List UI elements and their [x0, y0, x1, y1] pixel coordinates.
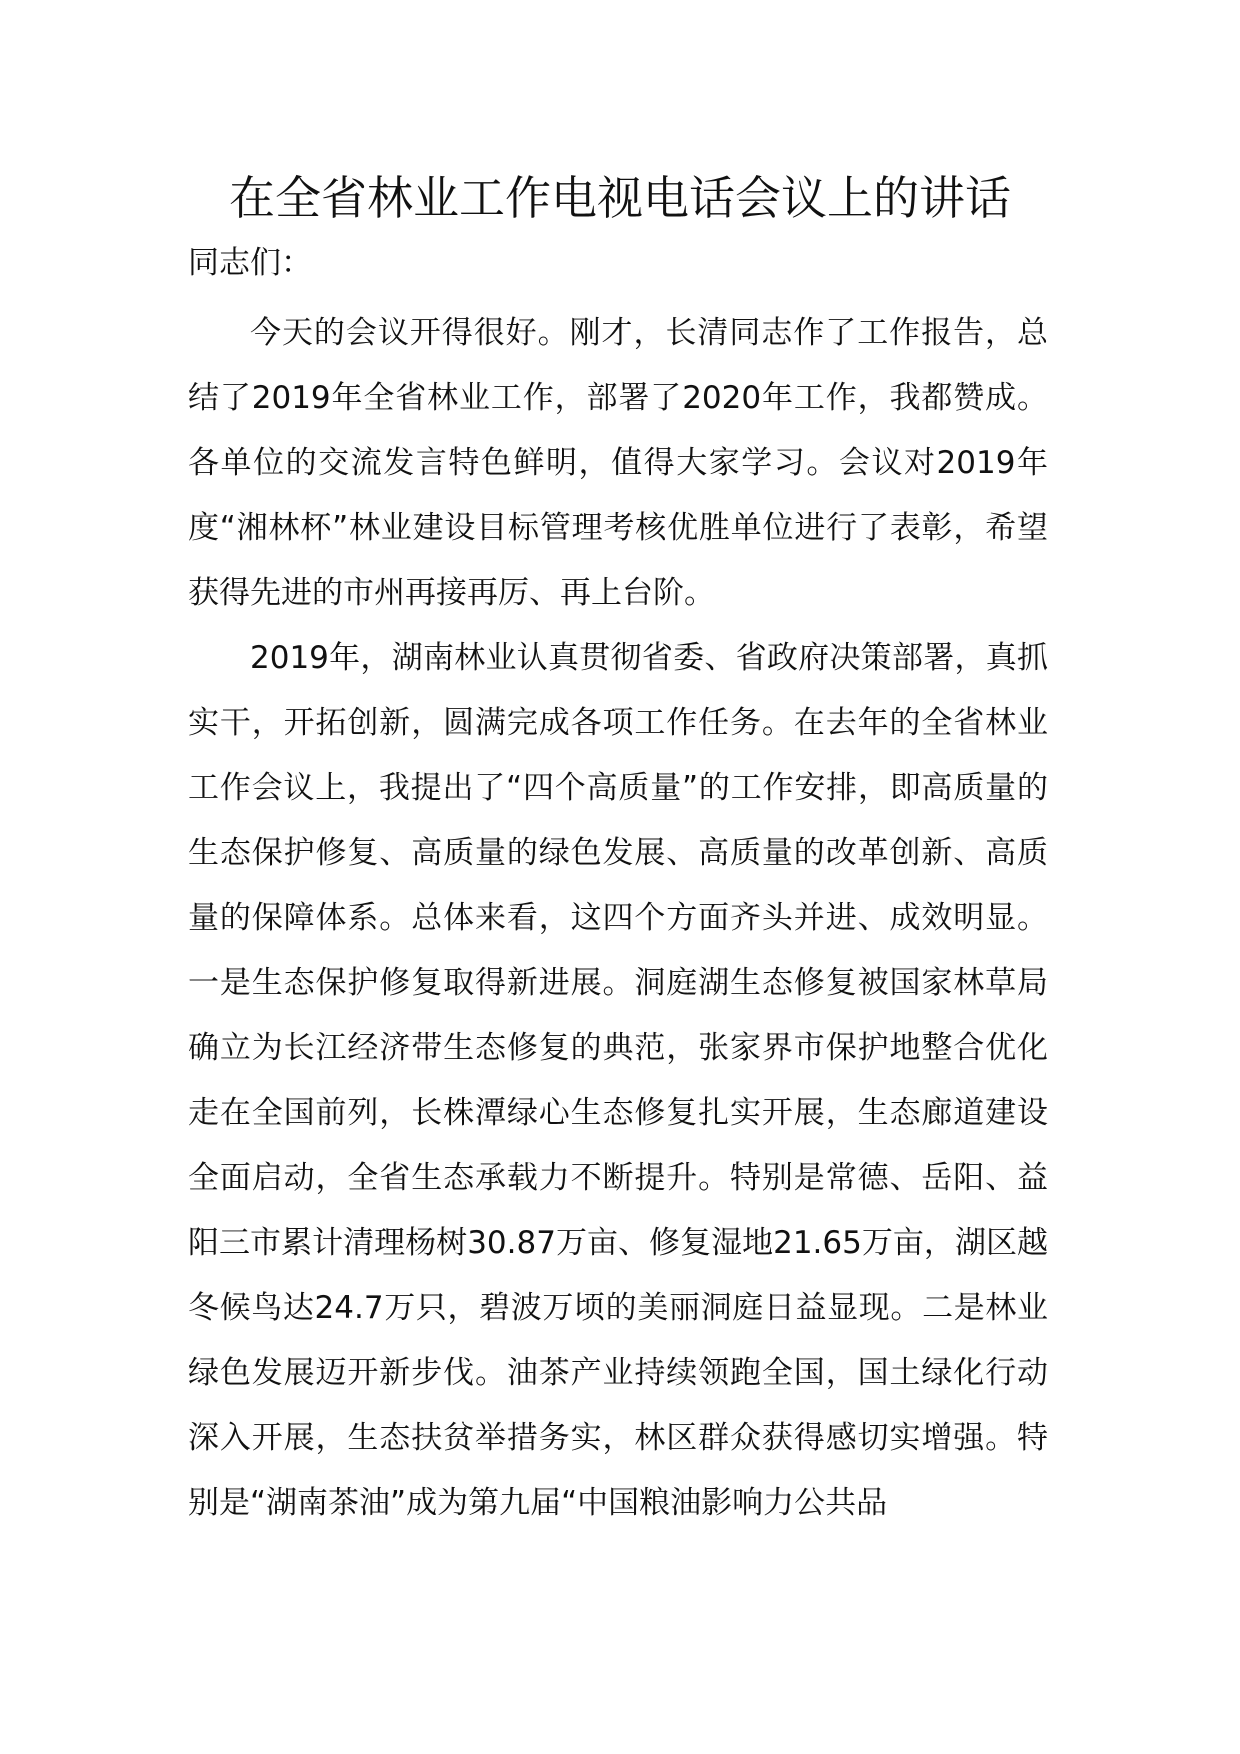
document-body — [188, 238, 1048, 1536]
paragraph-1: 今天的会议开得很好。刚才，长清同志作了工作报告，总结了2019年全省林业工作，部署了2020年工作，我都赞成。各单位的交流发言特色鲜明，值得大家学习。会议对2019年度“湘林杯”林业建设目标管理考核优胜单位进行了表彰，希望获得先进的市州再接再厉、再上台阶。 — [188, 315, 1048, 611]
document-title: 在全省林业工作电视电话会议上的讲话 — [229, 171, 1011, 225]
paragraph-2: 2019年，湖南林业认真贯彻省委、省政府决策部署，真抓实干，开拓创新，圆满完成各项工作任务。在去年的全省林业工作会议上，我提出了“四个高质量”的工作安排，即高质量的生态保护修复、高质量的绿色发展、高质量的改革创新、高质量的保障体系。总体来看，这四个方面齐头并进、成效明显。一是生态保护修复取得新进展。洞庭湖生态修复被国家林草局确立为长江经济带生态修复的典范，张家界市保护地整合优化走在全国前列，长株潭绿心生态修复扎实开展，生态廊道建设全面启动，全省生态承载力不断提升。特别是常德、岳阳、益阳三市累计清理杨树30.87万亩、修复湿地21.65万亩，湖区越冬候鸟达24.7万只，碧波万顷的美丽洞庭日益显现。二是林业绿色发展迈开新步伐。油茶产业持续领跑全国，国土绿化行动深入开展，生态扶贫举措务实，林区群众获得感切实增强。特别是“湖南茶油”成为第九届“中国粮油影响力公共品 — [188, 640, 1048, 1521]
salutation: 同志们： — [188, 245, 312, 281]
